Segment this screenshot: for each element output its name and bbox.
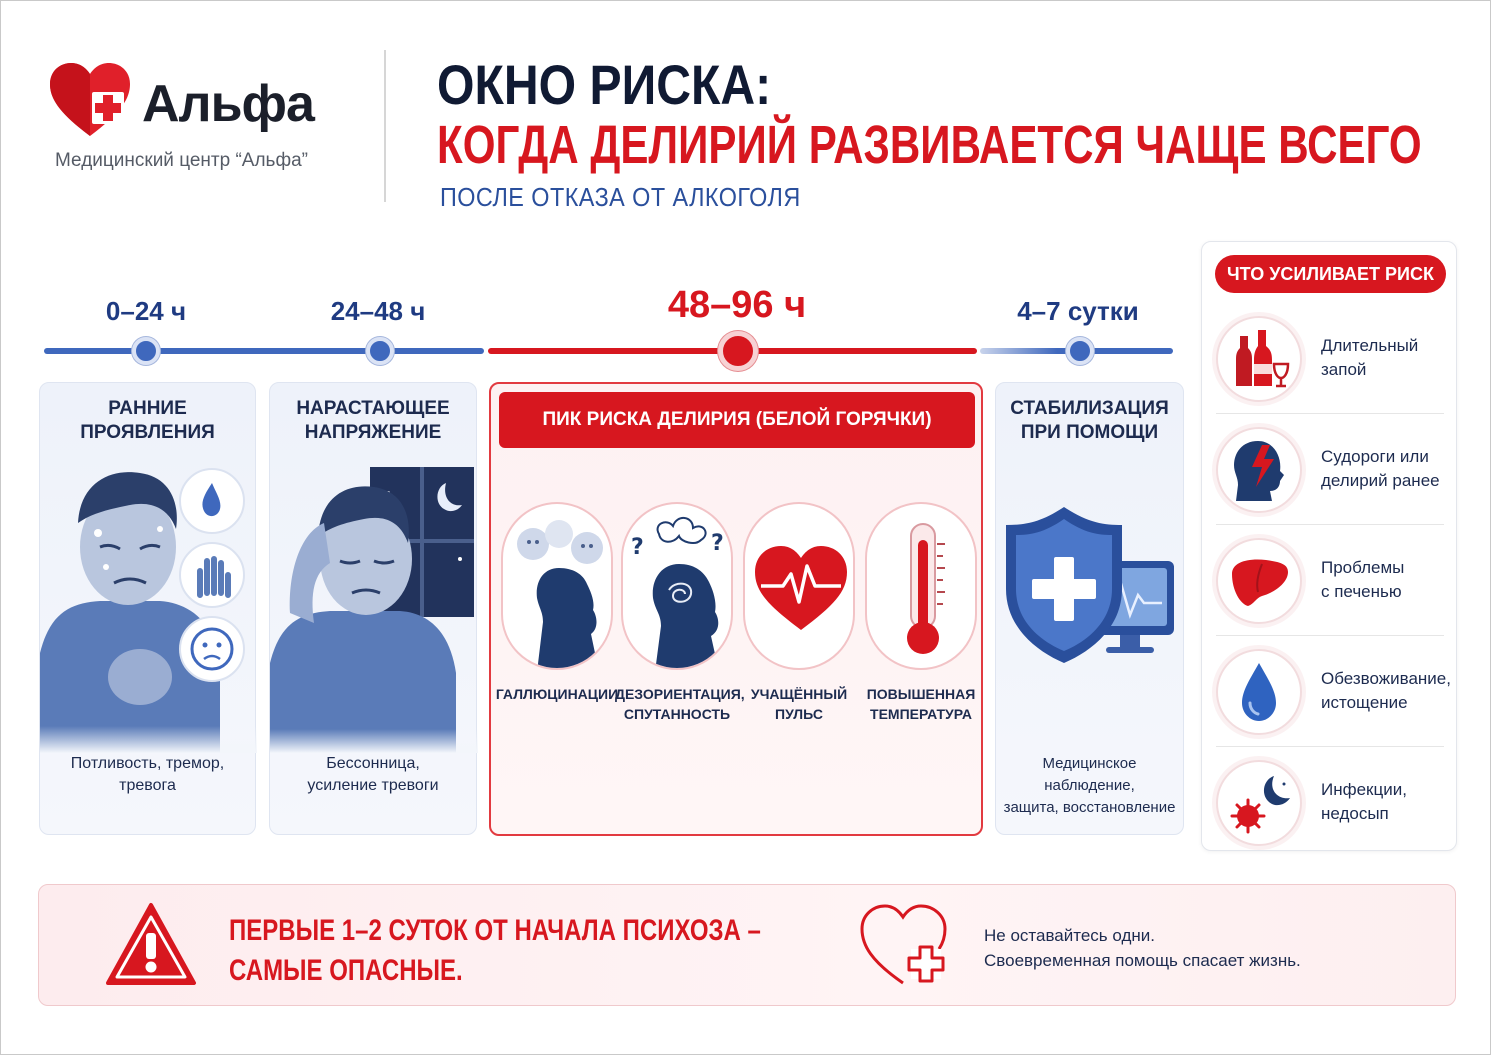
stage-description-line: Медицинское наблюдение, — [1042, 755, 1137, 794]
timeline-label-24-48: 24–48 ч — [330, 296, 426, 326]
stage-description-line: тревога — [119, 777, 176, 794]
brand-logo[interactable] — [48, 62, 348, 182]
svg-text:?: ? — [711, 531, 724, 556]
symptom-label-line: ГАЛЛЮЦИНАЦИИ — [495, 686, 619, 702]
bottles-icon — [1216, 316, 1302, 402]
symptom-label-pulse — [737, 684, 861, 724]
symptom-label-line: ДЕЗОРИЕНТАЦИЯ, — [615, 686, 745, 702]
insomnia-man-illustration — [270, 463, 478, 753]
rapid-pulse-icon — [743, 502, 855, 670]
timeline-label-4-7: 4–7 сутки — [1017, 296, 1139, 326]
risk-text — [1321, 445, 1440, 493]
risk-text-line: Инфекции, — [1321, 780, 1407, 799]
symptom-label-line: СПУТАННОСТЬ — [623, 706, 731, 722]
timeline-line-blue — [44, 348, 484, 354]
risk-text-line: Длительный — [1321, 336, 1419, 355]
heart-cross-logo-icon — [48, 62, 132, 142]
symptom-label-disorientation — [615, 684, 745, 724]
stage-description-line: Бессонница, — [326, 755, 420, 772]
help-message — [984, 923, 1301, 973]
risk-item — [1202, 637, 1458, 747]
heart-cross-icon — [859, 903, 949, 987]
virus-moon-icon — [1216, 760, 1302, 846]
risk-text-line: Обезвоживание, — [1321, 669, 1451, 688]
risk-text — [1321, 556, 1404, 604]
risk-text-line: делирий ранее — [1321, 471, 1440, 490]
peak-risk-header: ПИК РИСКА ДЕЛИРИЯ (БЕЛОЙ ГОРЯЧКИ) — [499, 392, 975, 448]
stage-title-line: ПРИ ПОМОЩИ — [1020, 422, 1159, 443]
timeline-marker-48-96 — [718, 331, 758, 371]
stage-description — [270, 753, 476, 797]
stage-description-line: усиление тревоги — [307, 777, 439, 794]
risk-text-line: Проблемы — [1321, 558, 1405, 577]
stage-title-line: СТАБИЛИЗАЦИЯ — [1010, 398, 1169, 419]
warning-triangle-icon — [105, 901, 197, 987]
header-divider — [384, 50, 386, 202]
warning-message-line: ПЕРВЫЕ 1–2 СУТОК ОТ НАЧАЛА ПСИХОЗА – — [229, 914, 761, 947]
risk-text — [1321, 667, 1451, 715]
risk-item — [1202, 748, 1458, 858]
risk-factors-panel — [1201, 241, 1457, 851]
stage-title-line: НАПРЯЖЕНИЕ — [304, 422, 442, 443]
stage-description-line: защита, восстановление — [1003, 799, 1176, 816]
symptom-label-line: ТЕМПЕРАТУРА — [870, 706, 972, 722]
medical-shield-monitor-icon — [996, 463, 1185, 753]
risk-text-line: Судороги или — [1321, 447, 1429, 466]
hallucinations-icon — [501, 502, 613, 670]
risk-item — [1202, 526, 1458, 636]
page-title-highlight: КОГДА ДЕЛИРИЙ РАЗВИВАЕТСЯ ЧАЩЕ ВСЕГО — [437, 115, 1422, 175]
svg-text:?: ? — [631, 535, 644, 560]
risk-text-line: недосып — [1321, 804, 1389, 823]
brand-name: Альфа — [142, 75, 314, 133]
risk-text-line: истощение — [1321, 693, 1408, 712]
risk-factors-header: ЧТО УСИЛИВАЕТ РИСК — [1215, 255, 1446, 293]
page-title: ОКНО РИСКА: — [437, 53, 772, 116]
risk-text — [1321, 334, 1418, 382]
divider — [1216, 413, 1444, 414]
timeline-label-48-96: 48–96 ч — [667, 284, 807, 326]
stage-title — [996, 397, 1183, 445]
divider — [1216, 746, 1444, 747]
symptom-label-line: ПУЛЬС — [775, 706, 823, 722]
symptom-label-line: ПОВЫШЕННАЯ — [866, 686, 976, 702]
risk-text-line: с печенью — [1321, 582, 1402, 601]
thermometer-icon — [865, 502, 977, 670]
stage-title — [270, 397, 476, 445]
water-drop-icon — [1216, 649, 1302, 735]
stage-card-tension — [269, 382, 477, 835]
peak-risk-panel — [489, 382, 983, 836]
risk-item — [1202, 304, 1458, 414]
sweating-man-illustration — [40, 463, 257, 753]
stage-title-line: ПРОЯВЛЕНИЯ — [80, 422, 215, 443]
timeline-label-0-24: 0–24 ч — [105, 296, 187, 326]
timeline-marker-24-48 — [366, 337, 394, 365]
disorientation-icon — [621, 502, 733, 670]
divider — [1216, 635, 1444, 636]
risk-text — [1321, 778, 1407, 826]
timeline-marker-0-24 — [132, 337, 160, 365]
stage-card-early — [39, 382, 256, 835]
symptom-label-hallucinations — [495, 684, 619, 704]
brand-subtitle: Медицинский центр “Альфа” — [55, 150, 308, 171]
risk-item — [1202, 415, 1458, 525]
symptom-label-line: УЧАЩЁННЫЙ — [750, 686, 848, 702]
symptom-label-temperature — [859, 684, 983, 724]
stage-title — [40, 397, 255, 445]
stage-title-line: РАННИЕ — [108, 398, 187, 419]
stage-description — [996, 753, 1183, 819]
warning-message — [229, 911, 761, 991]
divider — [1216, 524, 1444, 525]
stage-title-line: НАРАСТАЮЩЕЕ — [296, 398, 450, 419]
stage-description — [40, 753, 255, 797]
page-subtitle: ПОСЛЕ ОТКАЗА ОТ АЛКОГОЛЯ — [440, 182, 801, 212]
head-lightning-icon — [1216, 427, 1302, 513]
help-message-line: Своевременная помощь спасает жизнь. — [984, 951, 1301, 970]
warning-banner — [38, 884, 1456, 1006]
warning-message-line: САМЫЕ ОПАСНЫЕ. — [229, 954, 463, 987]
stage-card-stabilization — [995, 382, 1184, 835]
liver-icon — [1216, 538, 1302, 624]
risk-text-line: запой — [1321, 360, 1367, 379]
help-message-line: Не оставайтесь одни. — [984, 926, 1155, 945]
stage-description-line: Потливость, тремор, — [70, 755, 225, 772]
timeline-marker-4-7 — [1066, 337, 1094, 365]
